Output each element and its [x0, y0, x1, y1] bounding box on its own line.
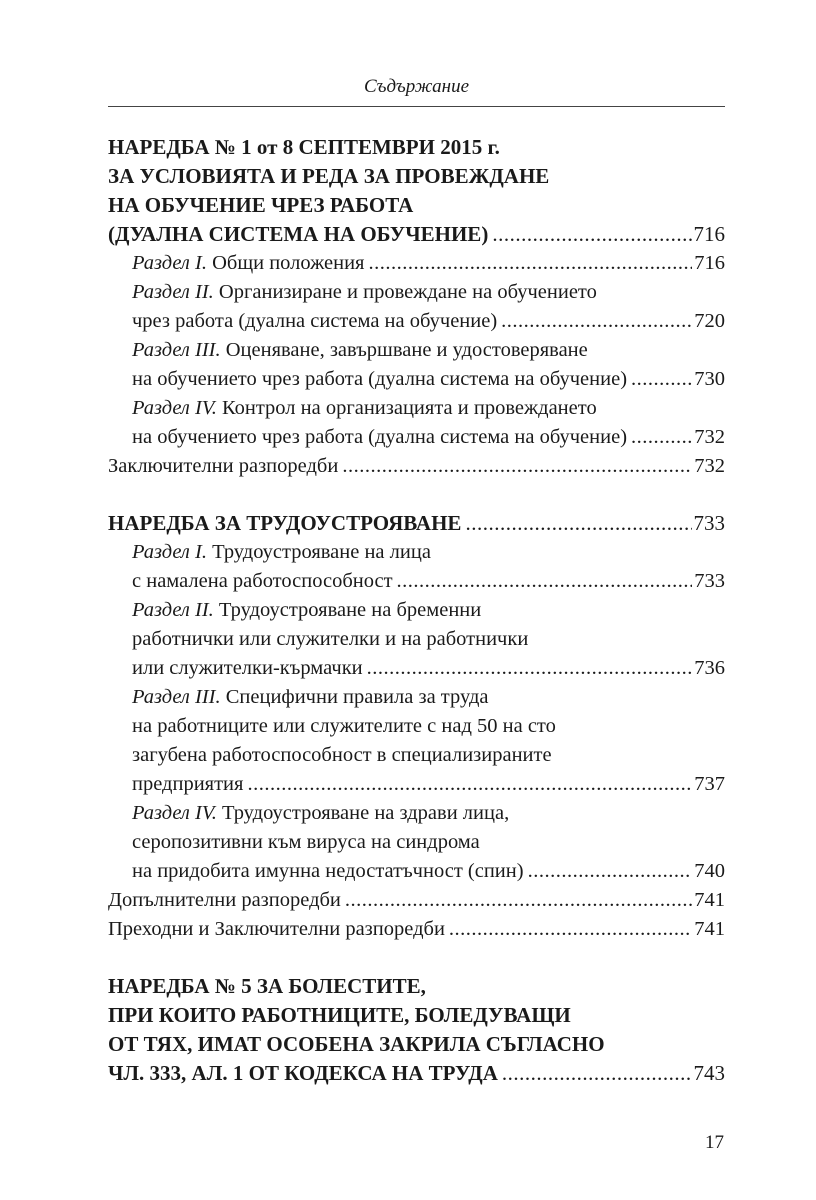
- section-gap: [108, 944, 725, 972]
- leader-dots: [341, 886, 692, 915]
- leader-dots: [627, 365, 692, 394]
- toc-heading-line: НАРЕДБА № 5 ЗА БОЛЕСТИТЕ,: [108, 974, 426, 998]
- header-rule: [108, 106, 725, 107]
- toc-heading-line: НАРЕДБА № 1 от 8 СЕПТЕМВРИ 2015 г.: [108, 135, 500, 159]
- toc-entry[interactable]: Раздел I. Общи положения ..... 716: [108, 249, 725, 278]
- toc-entry[interactable]: (ДУАЛНА СИСТЕМА НА ОБУЧЕНИЕ) ..... 716: [108, 220, 725, 249]
- leader-dots: [497, 307, 692, 336]
- leader-dots: [363, 654, 693, 683]
- toc-entry[interactable]: чрез работа (дуална система на обучение) ..... 720: [108, 307, 725, 336]
- leader-dots: [488, 220, 691, 249]
- toc-heading-line: ПРИ КОИТО РАБОТНИЦИТЕ, БОЛЕДУВАЩИ: [108, 1003, 571, 1027]
- leader-dots: [364, 249, 692, 278]
- toc-heading-line: ЗА УСЛОВИЯТА И РЕДА ЗА ПРОВЕЖДАНЕ: [108, 164, 550, 188]
- page-ref: 732: [694, 426, 725, 448]
- toc-entry-line: Раздел I. Трудоустрояване на лица: [132, 541, 431, 563]
- toc-section-1: [108, 133, 725, 481]
- toc-entry[interactable]: на обучението чрез работа (дуална система на обучение) ..... 732: [108, 423, 725, 452]
- toc-entry[interactable]: на придобита имунна недостатъчност (спин) ..... 740: [108, 857, 725, 886]
- page-ref: 733: [693, 511, 725, 535]
- page-ref: 741: [694, 889, 725, 911]
- page-number: 17: [705, 1132, 724, 1153]
- toc-entry-line: серопозитивни към вируса на синдрома: [132, 831, 480, 853]
- toc-entry-line: Раздел III. Специфични правила за труда: [132, 686, 489, 708]
- leader-dots: [445, 915, 692, 944]
- toc-entry[interactable]: предприятия ..... 737: [108, 770, 725, 799]
- leader-dots: [338, 452, 692, 481]
- toc-entry-line: Раздел IV. Трудоустрояване на здрави лица,: [132, 802, 510, 824]
- page-ref: 740: [694, 860, 725, 882]
- toc-entry[interactable]: с намалена работоспособност ..... 733: [108, 567, 725, 596]
- leader-dots: [393, 567, 693, 596]
- page-ref: 716: [693, 222, 725, 246]
- page-ref: 732: [694, 455, 725, 477]
- leader-dots: [498, 1059, 692, 1088]
- leader-dots: [461, 509, 691, 538]
- toc-section-3: [108, 972, 725, 1088]
- toc-entry[interactable]: Преходни и Заключителни разпоредби ..... 741: [108, 915, 725, 944]
- toc-entry[interactable]: Заключителни разпоредби ..... 732: [108, 452, 725, 481]
- leader-dots: [627, 423, 692, 452]
- toc-entry[interactable]: Допълнителни разпоредби ..... 741: [108, 886, 725, 915]
- table-of-contents: [108, 133, 725, 1088]
- toc-entry-line: загубена работоспособност в специализираните: [132, 744, 552, 766]
- page-ref: 716: [694, 252, 725, 274]
- section-gap: [108, 481, 725, 509]
- toc-heading-line: НА ОБУЧЕНИЕ ЧРЕЗ РАБОТА: [108, 193, 414, 217]
- toc-entry[interactable]: или служителки-кърмачки ..... 736: [108, 654, 725, 683]
- page-ref: 720: [694, 310, 725, 332]
- page-ref: 737: [694, 773, 725, 795]
- page-ref: 736: [694, 657, 725, 679]
- toc-entry-line: Раздел III. Оценяване, завършване и удостоверяване: [132, 339, 588, 361]
- toc-entry[interactable]: на обучението чрез работа (дуална система на обучение) ..... 730: [108, 365, 725, 394]
- leader-dots: [243, 770, 692, 799]
- leader-dots: [524, 857, 693, 886]
- page-ref: 730: [694, 368, 725, 390]
- toc-section-2: [108, 509, 725, 944]
- page-ref: 733: [694, 570, 725, 592]
- toc-entry[interactable]: ЧЛ. 333, АЛ. 1 ОТ КОДЕКСА НА ТРУДА ..... 743: [108, 1059, 725, 1088]
- toc-entry-line: Раздел II. Организиране и провеждане на обучението: [132, 281, 597, 303]
- page-ref: 743: [693, 1061, 725, 1085]
- toc-entry[interactable]: НАРЕДБА ЗА ТРУДОУСТРОЯВАНЕ ..... 733: [108, 509, 725, 538]
- toc-heading-line: ОТ ТЯХ, ИМАТ ОСОБЕНА ЗАКРИЛА СЪГЛАСНО: [108, 1032, 605, 1056]
- toc-entry-line: Раздел IV. Контрол на организацията и провеждането: [132, 397, 597, 419]
- toc-entry-line: на работниците или служителите с над 50 на сто: [132, 715, 556, 737]
- running-head: Съдържание: [363, 76, 470, 97]
- page-ref: 741: [694, 918, 725, 940]
- toc-entry-line: работнички или служителки и на работнички: [132, 628, 529, 650]
- toc-entry-line: Раздел II. Трудоустрояване на бременни: [132, 599, 482, 621]
